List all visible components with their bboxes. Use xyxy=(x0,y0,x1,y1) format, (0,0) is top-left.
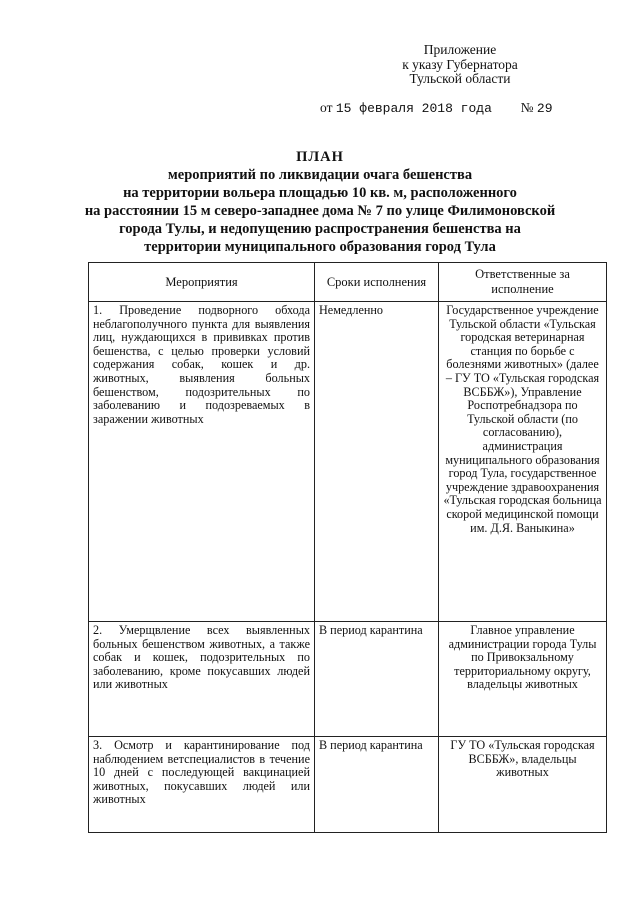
decree-from-label: от xyxy=(320,100,333,115)
appendix-line-3: Тульской области xyxy=(409,71,511,86)
measure-cell: 3. Осмотр и карантинирование под наблюдением ветспециалистов в течение 10 дней с последующей вакцинацией животных, покусавших людей или животных xyxy=(89,737,315,833)
table-row xyxy=(89,737,607,833)
header-measures: Мероприятия xyxy=(89,263,315,302)
title-line: на территории вольера площадью 10 кв. м, расположенного xyxy=(123,185,517,201)
term-cell: В период карантина xyxy=(315,622,439,737)
term-cell: Немедленно xyxy=(315,302,439,622)
responsible-cell: Главное управление администрации города Тулы по Привокзальному территориальному округу, владельцы животных xyxy=(439,622,607,737)
header-responsible: Ответственные за исполнение xyxy=(439,263,607,302)
table-row xyxy=(89,622,607,737)
title-line: мероприятий по ликвидации очага бешенства xyxy=(167,167,473,183)
responsible-cell: Государственное учреждение Тульской области «Тульская городская ветеринарная станция по борьбе с болезнями животных» (далее – ГУ ТО «Тульская городская ВСББЖ»), Управление Роспотребнадзора по Тульской области (по согласованию), администрация муниципального образования город Тула, государственное учреждение здравоохранения «Тульская городская больница скорой медицинской помощи им. Д.Я. Ваныкина» xyxy=(439,302,607,622)
title-heading: ПЛАН xyxy=(296,149,344,165)
decree-reference xyxy=(320,100,553,116)
header-terms: Сроки исполнения xyxy=(315,263,439,302)
appendix-line-2: к указу Губернатора xyxy=(402,56,518,72)
appendix-line-1: Приложение xyxy=(423,42,497,57)
table-row xyxy=(89,302,607,622)
responsible-cell: ГУ ТО «Тульская городская ВСББЖ», владельцы животных xyxy=(439,737,607,833)
measure-cell: 2. Умерщвление всех выявленных больных бешенством животных, а также собак и кошек, подозрительных по заболеванию, кроме покусавших людей или животных xyxy=(89,622,315,737)
document-title xyxy=(0,148,640,256)
term-cell: В период карантина xyxy=(315,737,439,833)
table-header-row xyxy=(89,263,607,302)
title-line: города Тулы, и недопущению распространения бешенства на xyxy=(119,221,521,237)
decree-number: 29 xyxy=(536,101,553,116)
decree-date: 15 февраля 2018 года xyxy=(335,101,492,116)
title-line: территории муниципального образования город Тула xyxy=(144,239,496,255)
measures-table xyxy=(88,262,607,833)
measure-cell: 1. Проведение подворного обхода неблагополучного пункта для выявления лиц, нуждающихся в прививках против бешенства, с целью проверки условий содержания собак, кошек и др. животных, выявления больных бешенством, подозрительных по заболеванию и подозреваемых в заражении животных xyxy=(89,302,315,622)
decree-number-label: № xyxy=(520,100,534,115)
title-line: на расстоянии 15 м северо-западнее дома № 7 по улице Филимоновской xyxy=(84,203,556,219)
appendix-block xyxy=(380,43,540,87)
